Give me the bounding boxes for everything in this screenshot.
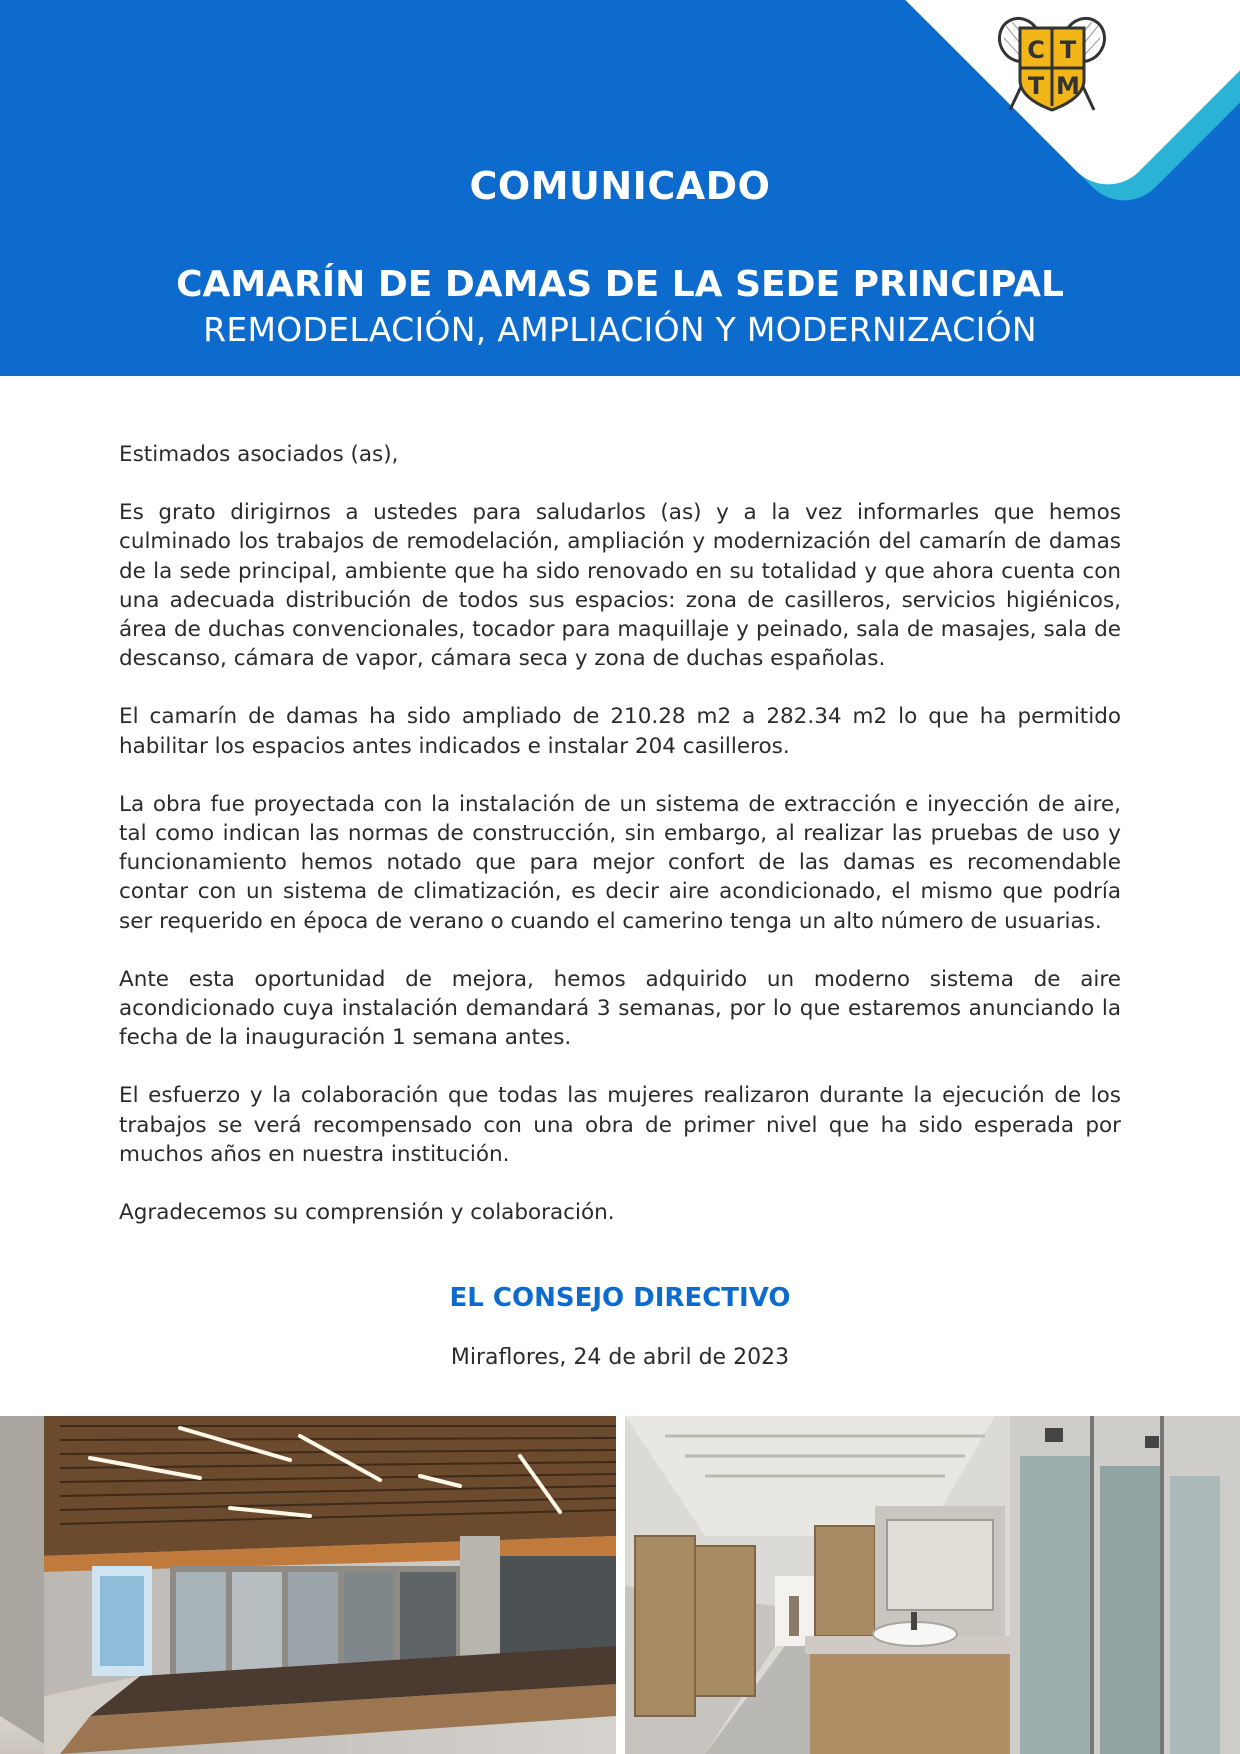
club-crest-logo [996, 14, 1108, 116]
closing-line: Agradecemos su comprensión y colaboración. [119, 1200, 615, 1226]
logo-letter-t1: T [1059, 36, 1077, 64]
header-banner [0, 0, 1240, 376]
paragraph-5: El esfuerzo y la colaboración que todas las mujeres realizaron durante la ejecución de los trabajos se verá recompensado con una obra de primer nivel que ha sido esperada por muchos años en nuestra institución. [119, 1083, 1121, 1167]
paragraph-2: El camarín de damas ha sido ampliado de 210.28 m2 a 282.34 m2 lo que ha permitido habilitar los espacios antes indicados e instalar 204 casilleros. [119, 704, 1121, 759]
letter-body [119, 440, 1121, 1256]
page-subtitle-bold: CAMARÍN DE DAMAS DE LA SEDE PRINCIPAL [176, 264, 1064, 305]
logo-letter-m: M [1056, 72, 1080, 100]
paragraph-1: Es grato dirigirnos a ustedes para saludarlos (as) y a la vez informarles que hemos culminado los trabajos de remodelación, ampliación y modernización del camarín de damas de la sede principal, ambiente que ha sido renovado en su totalidad y que ahora cuenta con una adecuada distribución de todos sus espacios: zona de casilleros, servicios higiénicos, área de duchas convencionales, tocador para maquillaje y peinado, sala de masajes, sala de descanso, cámara de vapor, cámara seca y zona de duchas españolas. [119, 500, 1121, 672]
page-subtitle-light: REMODELACIÓN, AMPLIACIÓN Y MODERNIZACIÓN [203, 310, 1037, 349]
paragraph-3: La obra fue proyectada con la instalación de un sistema de extracción e inyección de aire, tal como indican las normas de construcción, sin embargo, al realizar las pruebas de uso y funcionamiento hemos notado que para mejor confort de las damas es recomendable contar con un sistema de climatización, es decir aire acondicionado, el mismo que podría ser requerido en época de verano o cuando el camerino tenga un alto número de usuarias. [119, 791, 1121, 934]
paragraph-4: Ante esta oportunidad de mejora, hemos adquirido un moderno sistema de aire acondicionado cuya instalación demandará 3 semanas, por lo que estaremos anunciando la fecha de la inauguración 1 semana antes. [119, 966, 1121, 1051]
signature: EL CONSEJO DIRECTIVO [449, 1283, 791, 1313]
logo-letter-c: C [1027, 36, 1045, 64]
photo-lockers-sink [625, 1416, 1240, 1754]
greeting: Estimados asociados (as), [119, 442, 399, 467]
date-line: Miraflores, 24 de abril de 2023 [450, 1345, 790, 1370]
photo-vanity-area [0, 1416, 616, 1754]
page-title: COMUNICADO [469, 164, 771, 208]
logo-letter-t2: T [1027, 72, 1045, 100]
